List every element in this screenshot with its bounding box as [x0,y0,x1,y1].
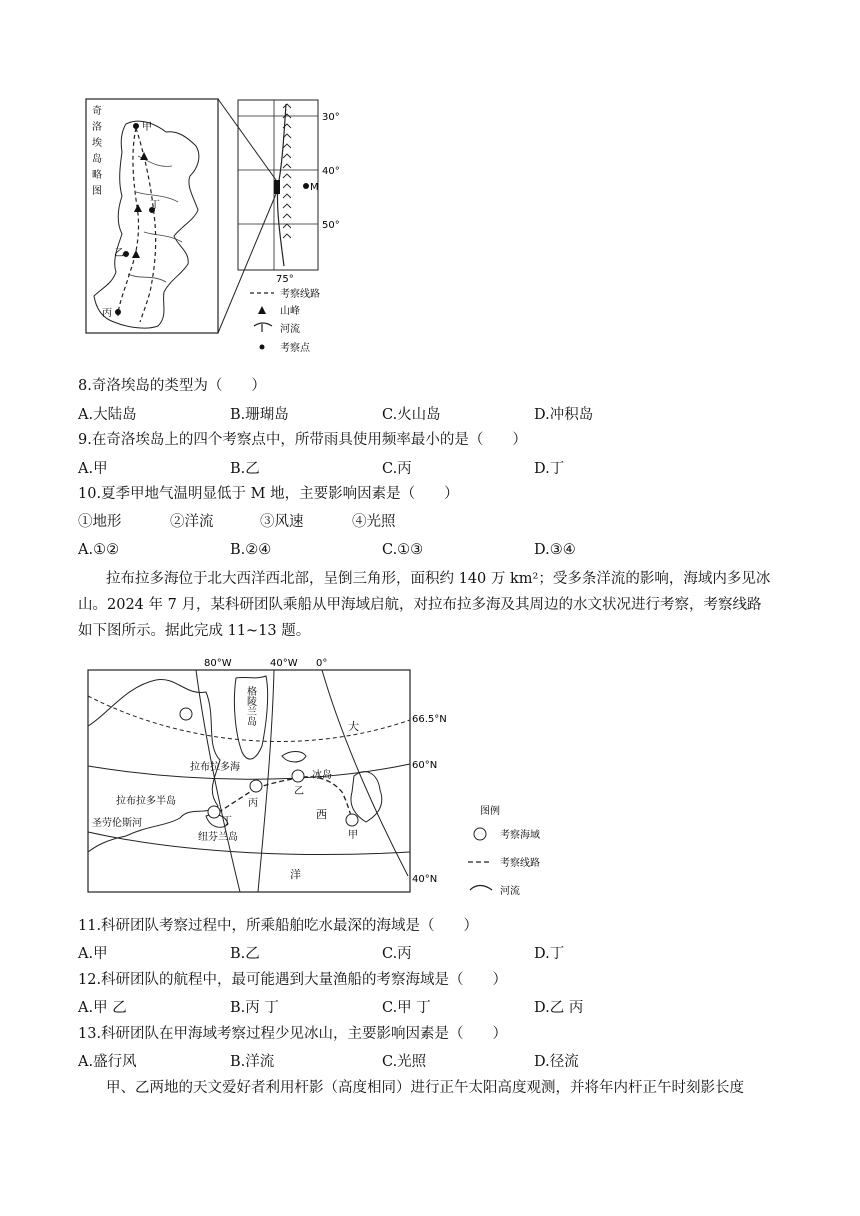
inset-map-frame [86,99,218,333]
atlantic-char-3: 洋 [290,868,301,881]
st-lawrence-label: 圣劳伦斯河 [92,818,142,829]
river-icon [470,886,492,891]
question-10-option-c: C.①③ [382,542,424,558]
peak-icon [140,152,148,160]
question-13-option-a: A.盛行风 [78,1054,137,1070]
legend-label: 河流 [500,886,520,897]
trailing-passage-line: 甲、乙两地的天文爱好者利用杆影（高度相同）进行正午太阳高度观测，并将年内杆正午时刻影长度 [106,1080,744,1096]
meridian-0 [322,670,408,876]
passage-line-1: 拉布拉多海位于北大西洋西北部，呈倒三角形，面积约 140 万 km²；受多条洋流的影响，海域内多见冰 [106,571,771,587]
lon-label-0: 0° [316,658,328,669]
legend-label: 考察点 [280,343,310,354]
lon-label-80w: 80°W [204,658,232,669]
question-10-item-3: ③风速 [260,514,304,530]
lat-label-40n: 40°N [412,874,438,885]
question-12-option-d: D.乙 丙 [534,1000,584,1016]
river-icon [254,323,272,332]
map-title-char: 奇洛埃岛略图 [92,106,102,197]
question-9-option-d: D.丁 [534,461,565,477]
triangle-icon [258,306,266,314]
question-11-option-d: D.丁 [534,946,565,962]
peak-icon [134,204,142,212]
area-bing [250,780,262,792]
passage-line-3: 如下图所示。据此完成 11~13 题。 [78,623,311,639]
area-ding-label: 丁 [222,816,232,827]
connector-line [218,194,276,333]
lat-label-50: 50° [322,220,340,231]
legend-label: 山峰 [280,306,300,317]
question-10-item-2: ②洋流 [170,514,214,530]
question-8-option-b: B.珊瑚岛 [230,407,289,423]
question-8-option-a: A.大陆岛 [78,407,137,423]
question-11-option-c: C.丙 [382,946,412,962]
lat-label-66-5n: 66.5°N [412,714,447,725]
unlabeled-circle [180,708,192,720]
lon-label-40w: 40°W [270,658,298,669]
atlantic-char-2: 西 [316,808,327,821]
legend-label: 考察线路 [280,289,320,300]
area-ding [208,806,220,818]
question-10-item-1: ①地形 [78,514,122,530]
area-yi [292,770,304,782]
circle-icon [474,828,486,840]
question-8-stem: 8.奇洛埃岛的类型为（ ） [78,378,266,394]
iceland-label: 冰岛 [312,770,332,781]
point-bing-label: 丙 [102,308,112,319]
question-11-stem: 11.科研团队考察过程中，所乘船舶吃水最深的海域是（ ） [78,918,479,934]
question-13-option-b: B.洋流 [230,1054,275,1070]
question-9-option-c: C.丙 [382,461,412,477]
atlantic-char-1: 大 [348,720,359,733]
area-jia-label: 甲 [348,830,358,841]
question-12-option-c: C.甲 丁 [382,1000,431,1016]
question-12-option-b: B.丙 丁 [230,1000,279,1016]
labrador-peninsula-label: 拉布拉多半岛 [116,796,176,807]
area-bing-label: 丙 [248,798,258,809]
legend-label: 河流 [280,324,300,335]
point-bing [115,309,121,315]
chiloe-island-figure [78,96,368,362]
newfoundland-label: 纽芬兰岛 [198,832,238,843]
question-12-stem: 12.科研团队的航程中，最可能遇到大量渔船的考察海域是（ ） [78,972,508,988]
legend-label: 考察海域 [500,830,540,841]
question-13-option-c: C.光照 [382,1054,427,1070]
island-marker [274,180,280,194]
question-9-option-b: B.乙 [230,461,260,477]
area-yi-label: 乙 [294,786,304,797]
question-10-stem: 10.夏季甲地气温明显低于 M 地，主要影响因素是（ ） [78,486,459,502]
lat-label-60n: 60°N [412,760,438,771]
question-12-option-a: A.甲 乙 [78,1000,127,1016]
question-13-stem: 13.科研团队在甲海域考察过程少见冰山，主要影响因素是（ ） [78,1026,508,1042]
question-11-option-b: B.乙 [230,946,260,962]
point-jia-label: 甲 [142,122,152,133]
dot-icon [260,345,265,350]
question-13-option-d: D.径流 [534,1054,579,1070]
point-jia [133,123,139,129]
legend-label: 考察线路 [500,858,540,869]
question-11-option-a: A.甲 [78,946,108,962]
question-9-stem: 9.在奇洛埃岛上的四个考察点中，所带雨具使用频率最小的是（ ） [78,432,527,448]
question-10-option-b: B.②④ [230,542,272,558]
labrador-sea-label: 拉布拉多海 [190,762,240,773]
question-8-option-c: C.火山岛 [382,407,441,423]
lat-label-30: 30° [322,112,340,123]
lat-label-40: 40° [322,166,340,177]
iceland-outline [282,752,306,763]
peak-icon [132,250,140,258]
lon-label-75: 75° [276,274,294,285]
legend-title: 图例 [480,806,500,817]
point-m-label: M [310,182,319,193]
question-10-option-a: A.①② [78,542,120,558]
question-10-item-4: ④光照 [352,514,396,530]
survey-route [256,777,352,818]
question-9-option-a: A.甲 [78,461,108,477]
passage-line-2: 山。2024 年 7 月，某科研团队乘船从甲海域启航，对拉布拉多海及其周边的水文状况进行考察，考察线路 [78,597,762,613]
meridian-40w [258,670,274,892]
connector-line [218,99,276,180]
point-ding-label: 丁 [150,200,160,211]
meridian-80w [196,670,240,892]
question-8-option-d: D.冲积岛 [534,407,594,423]
parallel-40n [88,832,410,855]
area-jia [346,814,358,826]
point-m [303,183,309,189]
point-yi-label: 乙 [114,248,124,259]
greenland-label: 格陵兰岛 [244,686,256,726]
question-10-option-d: D.③④ [534,542,576,558]
labrador-sea-figure [86,656,566,900]
island-outline [94,121,199,328]
